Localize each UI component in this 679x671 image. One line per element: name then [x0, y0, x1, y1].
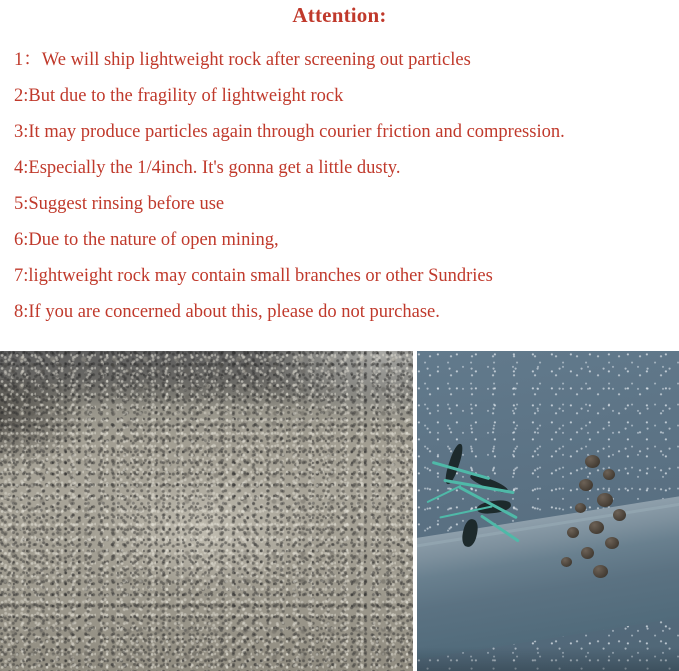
notice-line-2: 2:But due to the fragility of lightweight rock [14, 86, 344, 106]
notice-line-4: 4:Especially the 1/4inch. It's gonna get a little dusty. [14, 158, 401, 178]
pebble-1 [585, 455, 600, 468]
pebble-3 [579, 479, 593, 491]
pebble-7 [589, 521, 604, 534]
pebble-12 [593, 565, 608, 578]
notice-page [0, 2, 679, 671]
pebble-8 [567, 527, 579, 538]
sundries-debris-photo [417, 351, 679, 671]
pebble-2 [603, 469, 615, 480]
notice-line-3: 3:It may produce particles again through courier friction and compression. [14, 122, 565, 142]
photo-row [0, 351, 679, 671]
notice-line-list [10, 42, 669, 330]
notice-line-5: 5:Suggest rinsing before use [14, 194, 225, 214]
pebble-10 [581, 547, 594, 559]
pebble-11 [561, 557, 572, 567]
notice-line-1: 1：We will ship lightweight rock after screening out particles [14, 50, 471, 70]
pebble-9 [605, 537, 619, 549]
lightweight-rock-gravel-photo [0, 351, 413, 671]
attention-notice [0, 2, 679, 330]
blue-surface-bottom-shadow [417, 647, 679, 671]
notice-line-6: 6:Due to the nature of open mining, [14, 230, 279, 250]
notice-line-7: 7:lightweight rock may contain small branches or other Sundries [14, 266, 493, 286]
pebble-5 [575, 503, 586, 513]
gravel-coarse-texture [0, 351, 413, 671]
pebble-6 [613, 509, 626, 521]
pebble-4 [597, 493, 613, 507]
notice-line-8: 8:If you are concerned about this, please do not purchase. [14, 302, 440, 322]
page-title: Attention: [292, 3, 387, 27]
